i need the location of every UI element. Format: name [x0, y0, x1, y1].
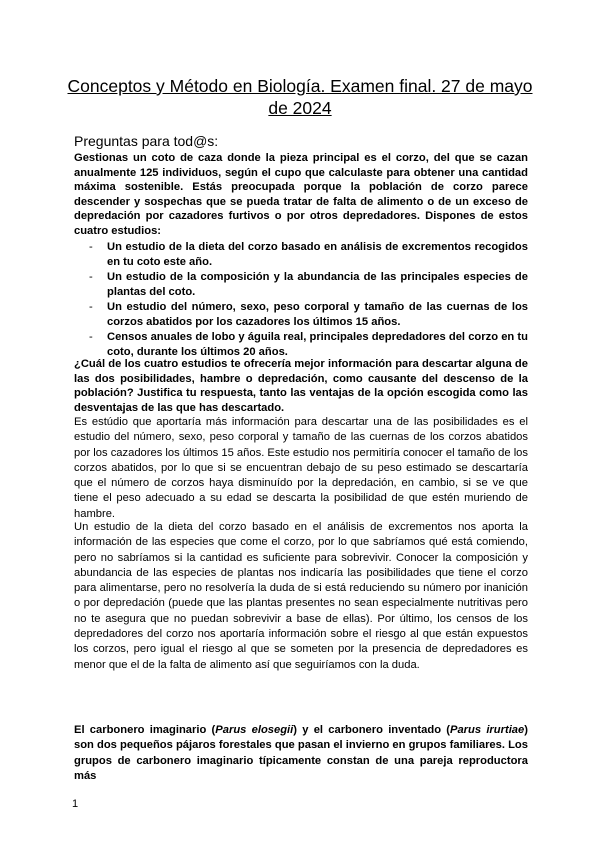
answer-paragraph-1: Es estúdio que aportaría más información para descartar una de las posibilidades es el estudio del número, sexo, peso corporal y tamaño de las cuernas de los corzos abatidos por los cazadores los últimos 15 años. Este estudio nos permitiría conocer el tamaño de los corzos abatidos, por lo que si se encuentran debajo de su peso estimado se descartaría que el número de corzos haya disminuído por la depredación, en cambio, si se ve que tiene el peso adecuado a su edad se descarta la posibilidad de que estén muriendo de hambre.	[74, 416, 528, 520]
paragraph-3-part2: ) y el carbonero inventado (	[293, 724, 450, 736]
list-dash: -	[89, 331, 93, 343]
question-prompt: ¿Cuál de los cuatro estudios te ofrecería mejor información para descartar alguna de las dos posibilidades, hambre o depredación, como causante del descenso de la población? Justifica tu respuesta, tanto las ventajas de la opción escogida como las desventajas de las que has descartado.	[74, 358, 528, 414]
section-heading: Preguntas para tod@s:	[74, 133, 219, 149]
list-item-text: Censos anuales de lobo y águila real, principales depredadores del corzo en tu coto, durante los últimos 20 años.	[107, 331, 528, 358]
page-number: 1	[72, 798, 79, 810]
list-item	[74, 330, 528, 359]
list-item-text: Un estudio de la dieta del corzo basado en análisis de excrementos recogidos en tu coto este año.	[107, 241, 528, 268]
species-name-1: Parus elosegii	[215, 724, 294, 736]
paragraph-3-part3: ) son dos pequeños pájaros forestales que pasan el invierno en grupos familiares. Los grupos de carbonero imaginario típicamente constan de una pareja reproductora más	[74, 724, 528, 782]
list-item-text: Un estudio del número, sexo, peso corporal y tamaño de las cuernas de los corzos abatidos por los cazadores los últimos 15 años.	[107, 301, 528, 328]
list-item-text: Un estudio de la composición y la abundancia de las principales especies de plantas del coto.	[107, 271, 528, 298]
question-intro: Gestionas un coto de caza donde la pieza principal es el corzo, del que se cazan anualmente 125 individuos, según el cupo que calculaste para obtener una cantidad máxima sostenible. Estás preocupada porque la población de corzo parece descender y sospechas que se pueda tratar de falta de alimento o de un exceso de depredación por cazadores furtivos o por otros depredadores. Dispones de estos cuatro estudios:	[74, 152, 528, 237]
studies-list	[74, 240, 528, 360]
list-item	[74, 300, 528, 329]
answer-paragraph-2: Un estudio de la dieta del corzo basado en el análisis de excrementos nos aporta la información de las especies que come el corzo, por lo que sabríamos qué está comiendo, pero no sabríamos si la cantidad es suficiente para sobrevivir. Conocer la composición y abundancia de las especies de plantas nos indicaría las posibilidades que tiene el corzo para alimentarse, pero no resolvería la duda de si está reduciendo su número por inanición o por depredación (puede que las plantas presentes no sean especialmente nutritivas pero no te asegura que no puedan sobrevivir a base de ellas). Por último, los censos de los depredadores del corzo nos aportaría información sobre el riesgo al que están expuestos los corzos, pero igual el riesgo al que se someten por la presencia de depredadores es menor que el de la falta de alimento así que seguiríamos con la duda.	[74, 521, 528, 671]
species-name-2: Parus irurtiae	[450, 724, 525, 736]
list-dash: -	[89, 271, 93, 283]
list-item	[74, 240, 528, 269]
list-dash: -	[89, 301, 93, 313]
paragraph-3	[74, 723, 528, 784]
page-title: Conceptos y Método en Biología. Examen final. 27 de mayo de 2024	[67, 76, 533, 118]
list-dash: -	[89, 241, 93, 253]
list-item	[74, 270, 528, 299]
paragraph-3-part1: El carbonero imaginario (	[74, 724, 216, 736]
